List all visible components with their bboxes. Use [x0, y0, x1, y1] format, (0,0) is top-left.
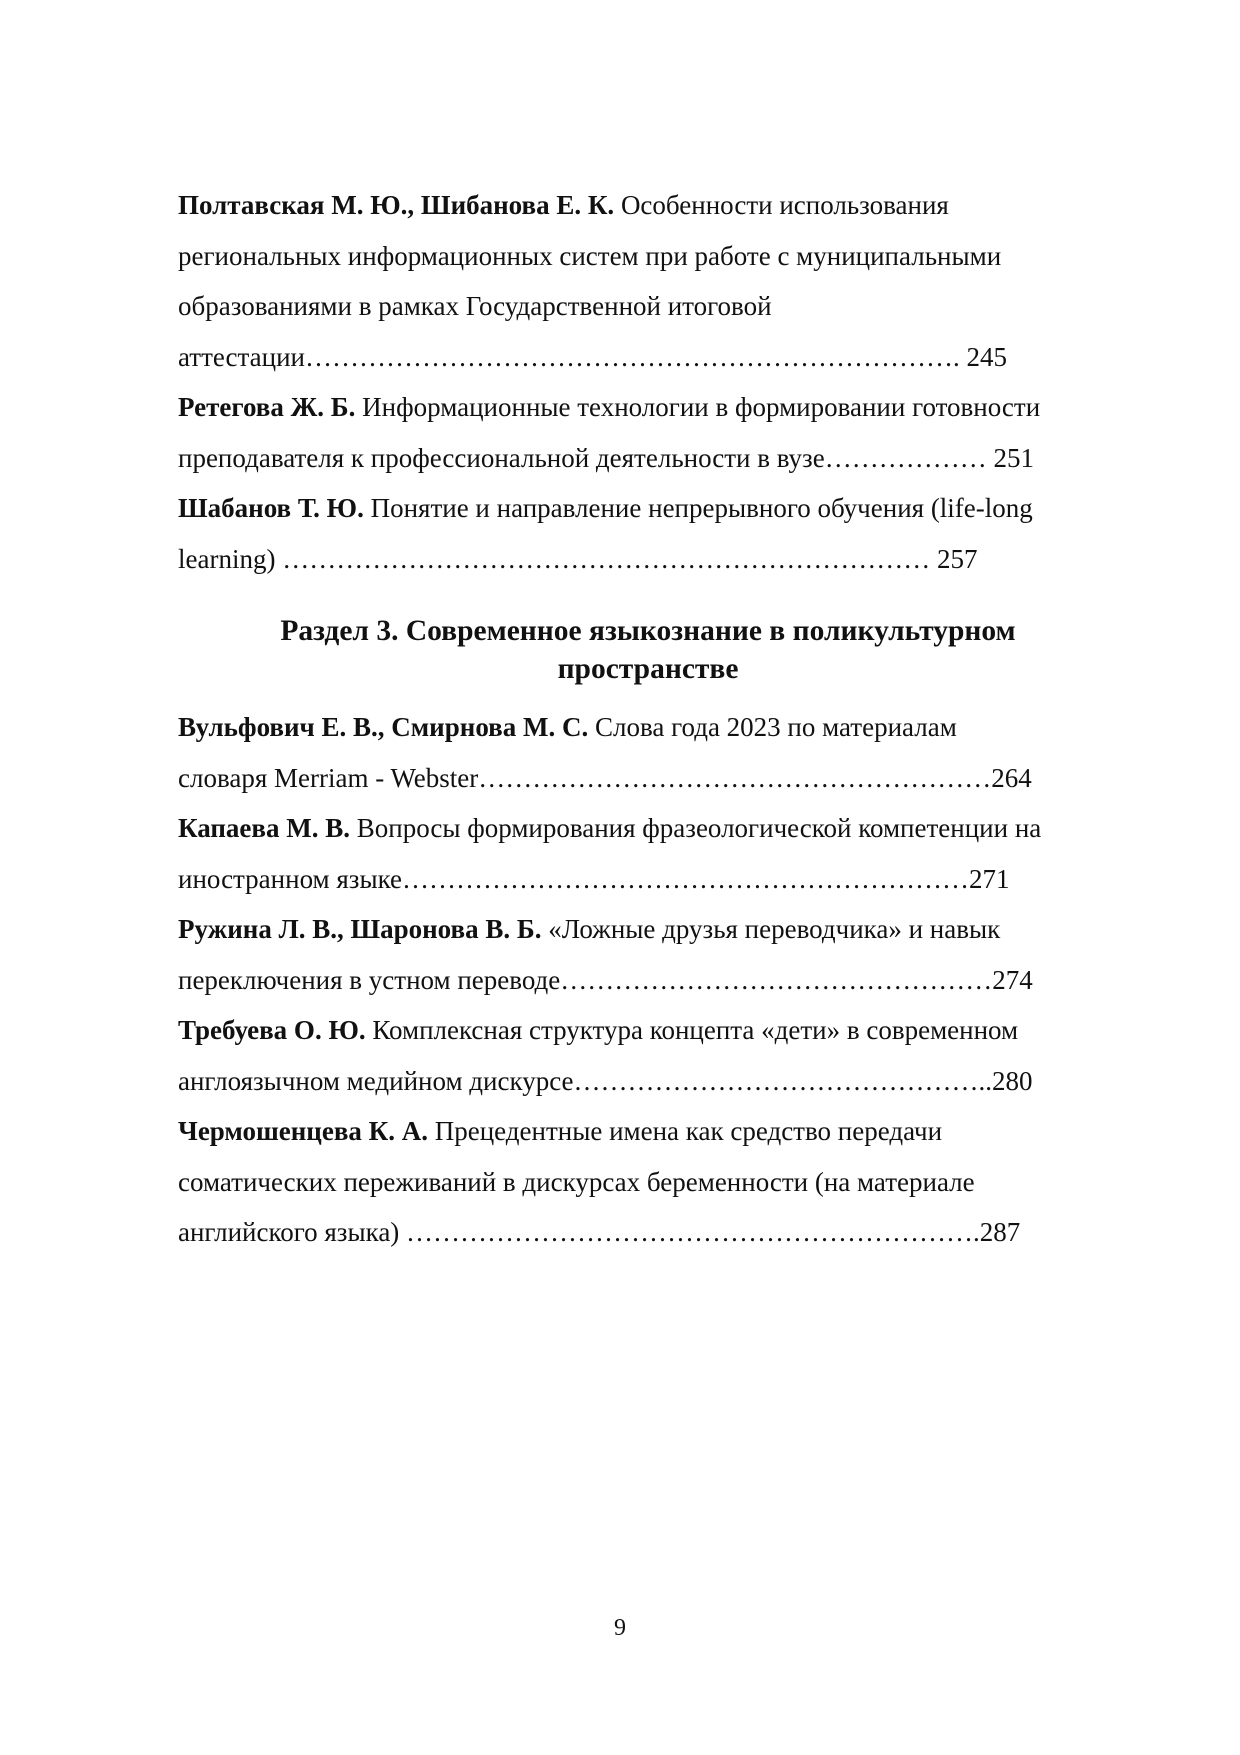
toc-entry-author: Полтавская М. Ю., Шибанова Е. К. [178, 190, 615, 220]
toc-entry [178, 904, 1118, 1005]
toc-entry-title: региональных информационных систем при работе с муниципальными [178, 240, 1002, 271]
toc-entry-leader-page: learning) ……………………………………………………………… 257 [178, 543, 978, 574]
toc-entry-title: образованиями в рамках Государственной итоговой [178, 291, 772, 321]
toc-entry-leader-page: английского языка) ……………………………………………………….287 [178, 1217, 1021, 1247]
toc-entry-leader-page: англоязычном медийном дискурсе………………………………………..280 [178, 1065, 1033, 1096]
toc-entry [178, 702, 1118, 803]
toc-entry-leader-page: переключения в устном переводе…………………………………………274 [178, 964, 1033, 995]
toc-entry [178, 1106, 1118, 1258]
toc-entry [178, 483, 1118, 584]
toc-entry-author: Требуева О. Ю. [178, 1015, 366, 1045]
toc-entry-leader-page: иностранном языке………………………………………………………271 [178, 863, 1010, 894]
toc-entry-author: Шабанов Т. Ю. [178, 493, 364, 523]
toc-entry-author: Капаева М. В. [178, 813, 350, 843]
toc-entry-title: Информационные технологии в формировании готовности [355, 392, 1041, 422]
toc-entry-author: Ретегова Ж. Б. [178, 392, 356, 422]
toc-entry-title: Понятие и направление непрерывного обучения (life-long [363, 493, 1033, 523]
table-of-contents [178, 180, 1118, 1258]
toc-entry-title: Комплексная структура концепта «дети» в современном [365, 1015, 1019, 1045]
toc-entry-title: «Ложные друзья переводчика» и навык [541, 914, 1001, 944]
toc-entry-title: Вопросы формирования фразеологической компетенции на [349, 813, 1042, 843]
toc-entry-leader-page: словаря Merriam - Webster…………………………………………………264 [178, 762, 1032, 793]
toc-entry-leader-page: преподавателя к профессиональной деятельности в вузе……………… 251 [178, 442, 1034, 473]
section-title-line: пространстве [557, 653, 739, 685]
toc-entry [178, 382, 1118, 483]
section-title-line: Раздел 3. Современное языкознание в поликультурном [280, 615, 1016, 647]
toc-entry-leader-page: аттестации………………………………………………………………. 245 [178, 341, 1007, 372]
toc-entry-author: Вульфович Е. В., Смирнова М. С. [178, 712, 589, 742]
toc-entry [178, 803, 1118, 904]
toc-entry-title: Особенности использования [614, 190, 949, 220]
page-number: 9 [614, 1615, 626, 1641]
toc-entry-title: Прецедентные имена как средство передачи [427, 1116, 943, 1146]
toc-entry-title: Слова года 2023 по материалам [588, 712, 957, 742]
toc-entry-title: соматических переживаний в дискурсах беременности (на материале [178, 1166, 975, 1197]
toc-entry [178, 1005, 1118, 1106]
toc-entry-author: Чермошенцева К. А. [178, 1116, 428, 1146]
toc-entry-author: Ружина Л. В., Шаронова В. Б. [178, 914, 542, 944]
section-heading [178, 612, 1118, 688]
toc-entry [178, 180, 1118, 382]
